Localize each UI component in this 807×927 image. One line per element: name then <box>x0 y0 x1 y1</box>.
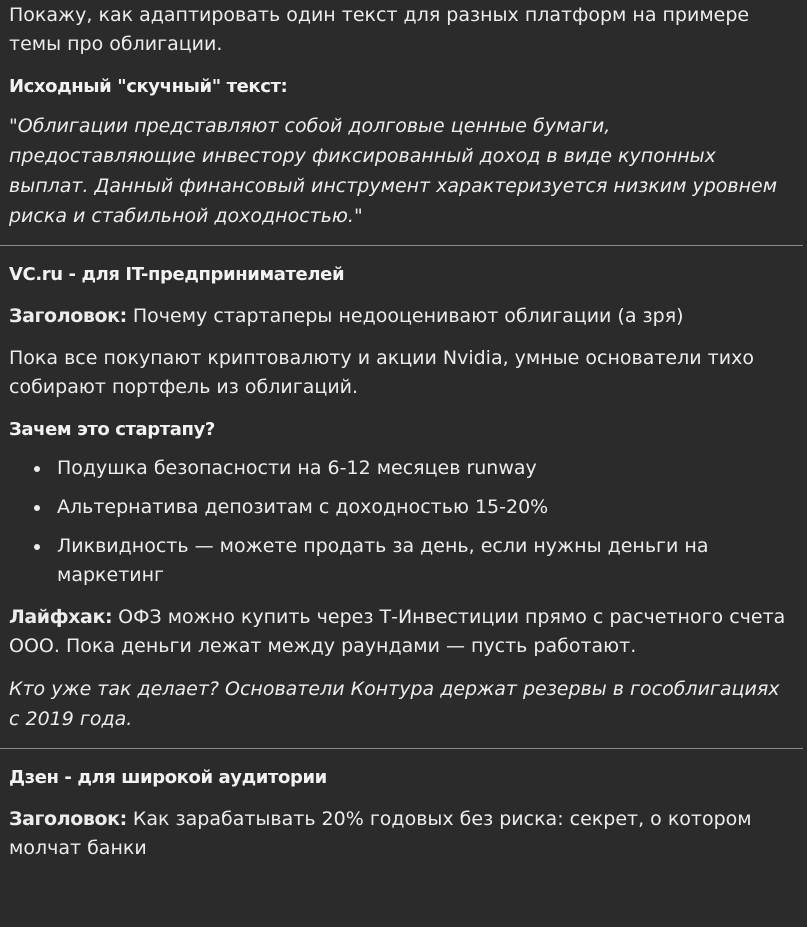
vc-heading: VC.ru - для IT-предпринимателей <box>9 264 345 285</box>
vc-title-label: Заголовок: <box>9 305 127 327</box>
vc-bullet-list <box>9 454 794 590</box>
bullet-dot-icon <box>34 544 40 550</box>
vc-why-heading: Зачем это стартапу? <box>9 419 215 440</box>
dzen-heading: Дзен - для широкой аудитории <box>9 767 327 788</box>
dzen-title-text: Как зарабатывать 20% годовых без риска: секрет, о котором молчат банки <box>9 808 752 859</box>
vc-closing-paragraph: Кто уже так делает? Основатели Контура держат резервы в гособлигациях с 2019 года. <box>9 678 780 730</box>
divider <box>0 748 803 749</box>
vc-tip-paragraph <box>9 603 794 661</box>
bullet-dot-icon <box>34 505 40 511</box>
source-heading: Исходный "скучный" текст: <box>9 76 288 97</box>
dzen-title-label: Заголовок: <box>9 808 127 830</box>
vc-tip-label: Лайфхак: <box>9 606 113 628</box>
list-item: Альтернатива депозитам с доходностью 15-20% <box>9 493 794 522</box>
divider <box>0 245 803 246</box>
vc-tip-text: ОФЗ можно купить через Т-Инвестиции прямо с расчетного счета ООО. Пока деньги лежат между раундами — пусть работают. <box>9 606 786 657</box>
source-quote: "Облигации представляют собой долговые ценные бумаги, предоставляющие инвестору фиксированный доход в виде купонных выплат. Данный финансовый инструмент характеризуется низким уровнем риска и стабильной доходностью." <box>9 115 778 227</box>
vc-lead-paragraph: Пока все покупают криптовалюту и акции Nvidia, умные основатели тихо собирают портфель из облигаций. <box>9 347 754 398</box>
dzen-title-line <box>9 805 794 863</box>
vc-title-text: Почему стартаперы недооценивают облигации (а зря) <box>126 305 684 327</box>
list-item: Подушка безопасности на 6-12 месяцев runway <box>9 454 794 483</box>
vc-title-line <box>9 302 794 331</box>
intro-paragraph: Покажу, как адаптировать один текст для разных платформ на примере темы про облигации. <box>9 4 750 55</box>
bullet-dot-icon <box>34 466 40 472</box>
list-item: Ликвидность — можете продать за день, если нужны деньги на маркетинг <box>9 532 794 590</box>
